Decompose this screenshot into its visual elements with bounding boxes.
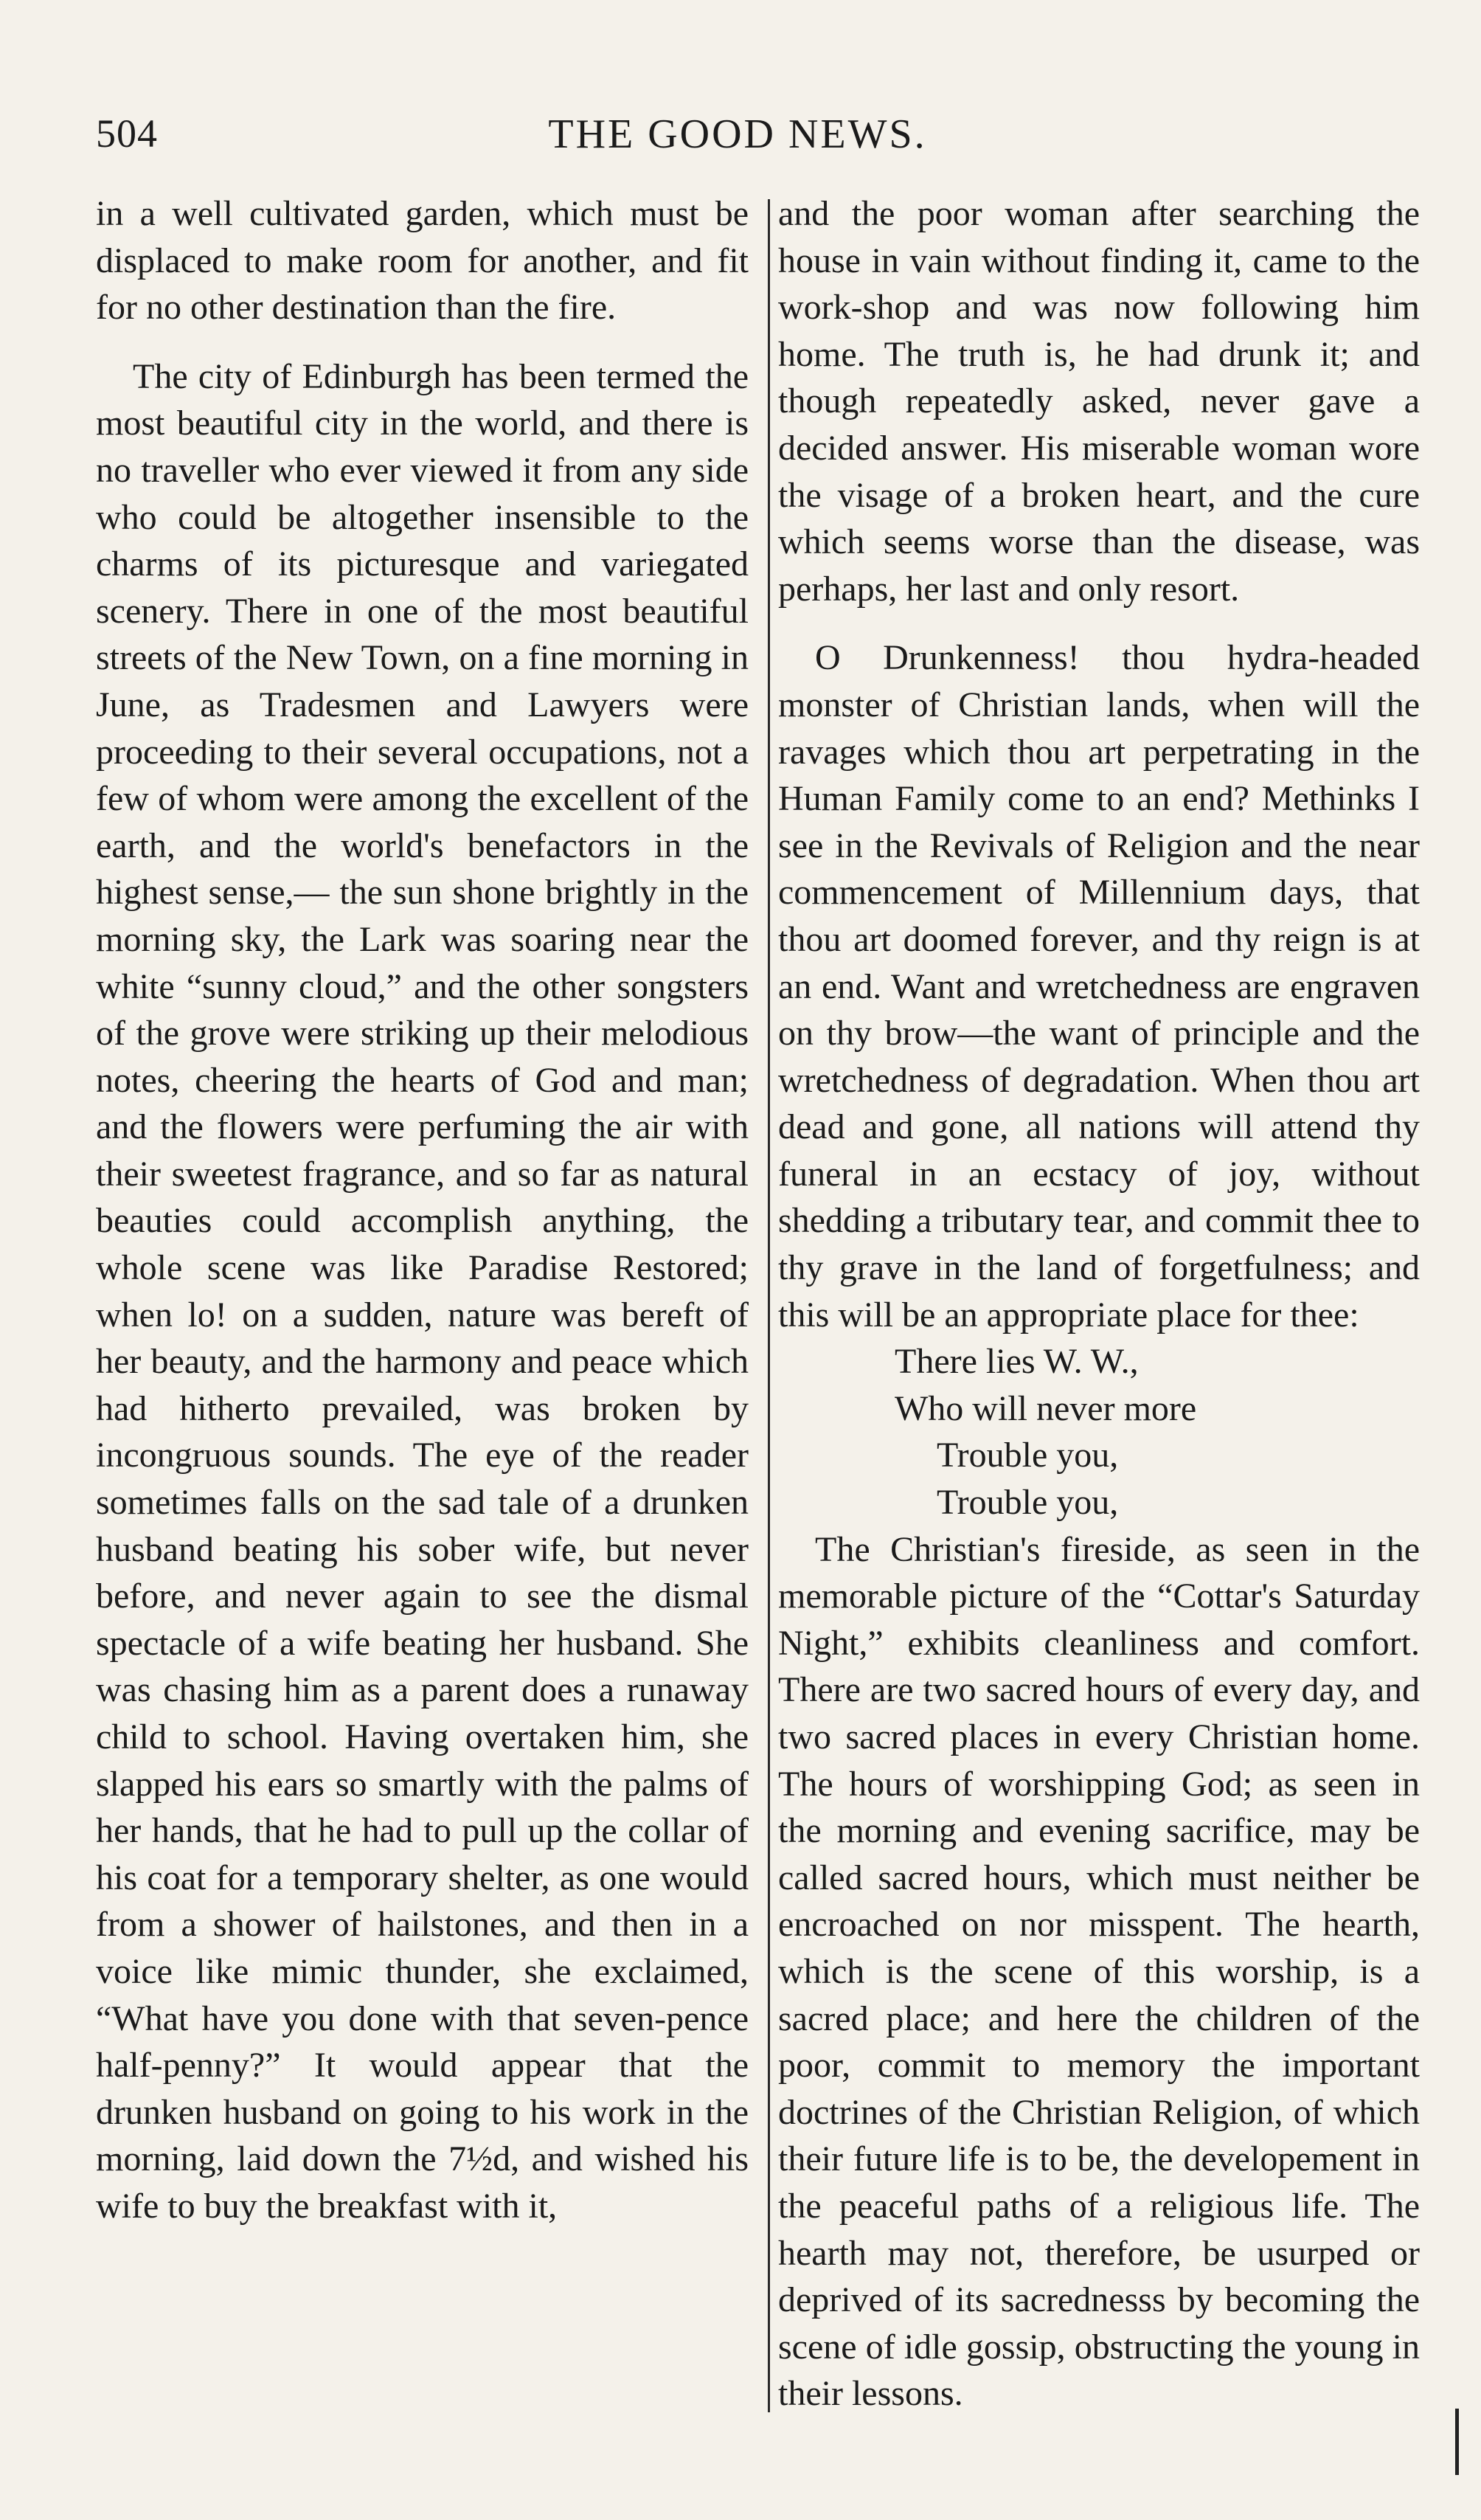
left-column xyxy=(96,190,749,2230)
verse-line: Who will never more xyxy=(895,1388,1197,1428)
page-number: 504 xyxy=(96,111,158,156)
running-title: THE GOOD NEWS. xyxy=(548,111,927,157)
page-header xyxy=(96,111,1379,177)
paragraph: The city of Edinburgh has been termed the most beautiful city in the world, and there is no traveller who ever viewed it from any side who could be altogether insensible to the charms of its picturesque and variegated scenery. There in one of the most beautiful streets of the New Town, on a fine morning in June, as Tradesmen and Lawyers were proceeding to their several occupations, not a few of whom were among the excellent of the earth, and the world's benefactors in the highest sense,— the sun shone brightly in the morning sky, the Lark was soaring near the white “sunny cloud,” and the other songsters of the grove were striking up their melodious notes, cheering the hearts of God and man; and the flowers were perfuming the air with their sweetest fragrance, and so far as natural beauties could accomplish anything, the whole scene was like Paradise Restored; when lo! on a sudden, nature was bereft of her beauty, and the harmony and peace which had hitherto prevailed, was broken by incongruous sounds. The eye of the reader sometimes falls on the sad tale of a drunken husband beating his sober wife, but never before, and never again to see the dismal spectacle of a wife beating her husband. She was chasing him as a parent does a runaway child to school. Having overtaken him, she slapped his ears so smartly with the palms of her hands, that he had to pull up the collar of his coat for a temporary shelter, as one would from a shower of hailstones, and then in a voice like mimic thunder, she exclaimed, “What have you done with that seven-pence half-penny?” It would appear that the drunken husband on going to his work in the morning, laid down the 7½d, and wished his wife to buy the breakfast with it, xyxy=(96,356,749,2226)
verse-line: Trouble you, xyxy=(937,1483,1119,1523)
paragraph: O Drunkenness! thou hydra-headed monster of Christian lands, when will the ravages which thou art perpetrating in the Human Family come to an end? Methinks I see in the Revivals of Religion and the near commencement of Millennium days, that thou art doomed forever, and thy reign is at an end. Want and wretchedness are engraven on thy brow—the want of principle and the wretchedness of degradation. When thou art dead and gone, all nations will attend thy funeral in an ecstacy of joy, without shedding a tributary tear, and commit thee to thy grave in the land of forgetfulness; and this will be an appropriate place for thee: xyxy=(778,638,1420,1335)
paragraph: in a well cultivated garden, which must be displaced to make room for another, and fit for no other destination than the fire. xyxy=(96,194,749,328)
epitaph-verse xyxy=(778,1338,1420,1526)
margin-mark xyxy=(1455,2409,1459,2475)
verse-line: Trouble you, xyxy=(937,1436,1119,1475)
column-divider xyxy=(768,199,770,2412)
right-column xyxy=(778,190,1420,2417)
paragraph: The Christian's fireside, as seen in the memorable picture of the “Cottar's Saturday Night,” exhibits cleanliness and comfort. There are two sacred hours of every day, and two sacred places in every Christian home. The hours of worshipping God; as seen in the morning and evening sacrifice, may be called sacred hours, which must neither be encroached on nor misspent. The hearth, which is the scene of this worship, is a sacred place; and here the children of the poor, commit to memory the important doctrines of the Christian Religion, of which their future life is to be, the developement in the peaceful paths of a religious life. The hearth may not, therefore, be usurped or deprived of its sacrednesss by becoming the scene of idle gossip, obstructing the young in their lessons. xyxy=(778,1529,1420,2414)
paragraph: and the poor woman after searching the house in vain without finding it, came to the work-shop and was now following him home. The truth is, he had drunk it; and though repeatedly asked, never gave a decided answer. His miserable woman wore the visage of a broken heart, and the cure which seems worse than the disease, was perhaps, her last and only resort. xyxy=(778,194,1420,609)
verse-line: There lies W. W., xyxy=(895,1342,1139,1382)
